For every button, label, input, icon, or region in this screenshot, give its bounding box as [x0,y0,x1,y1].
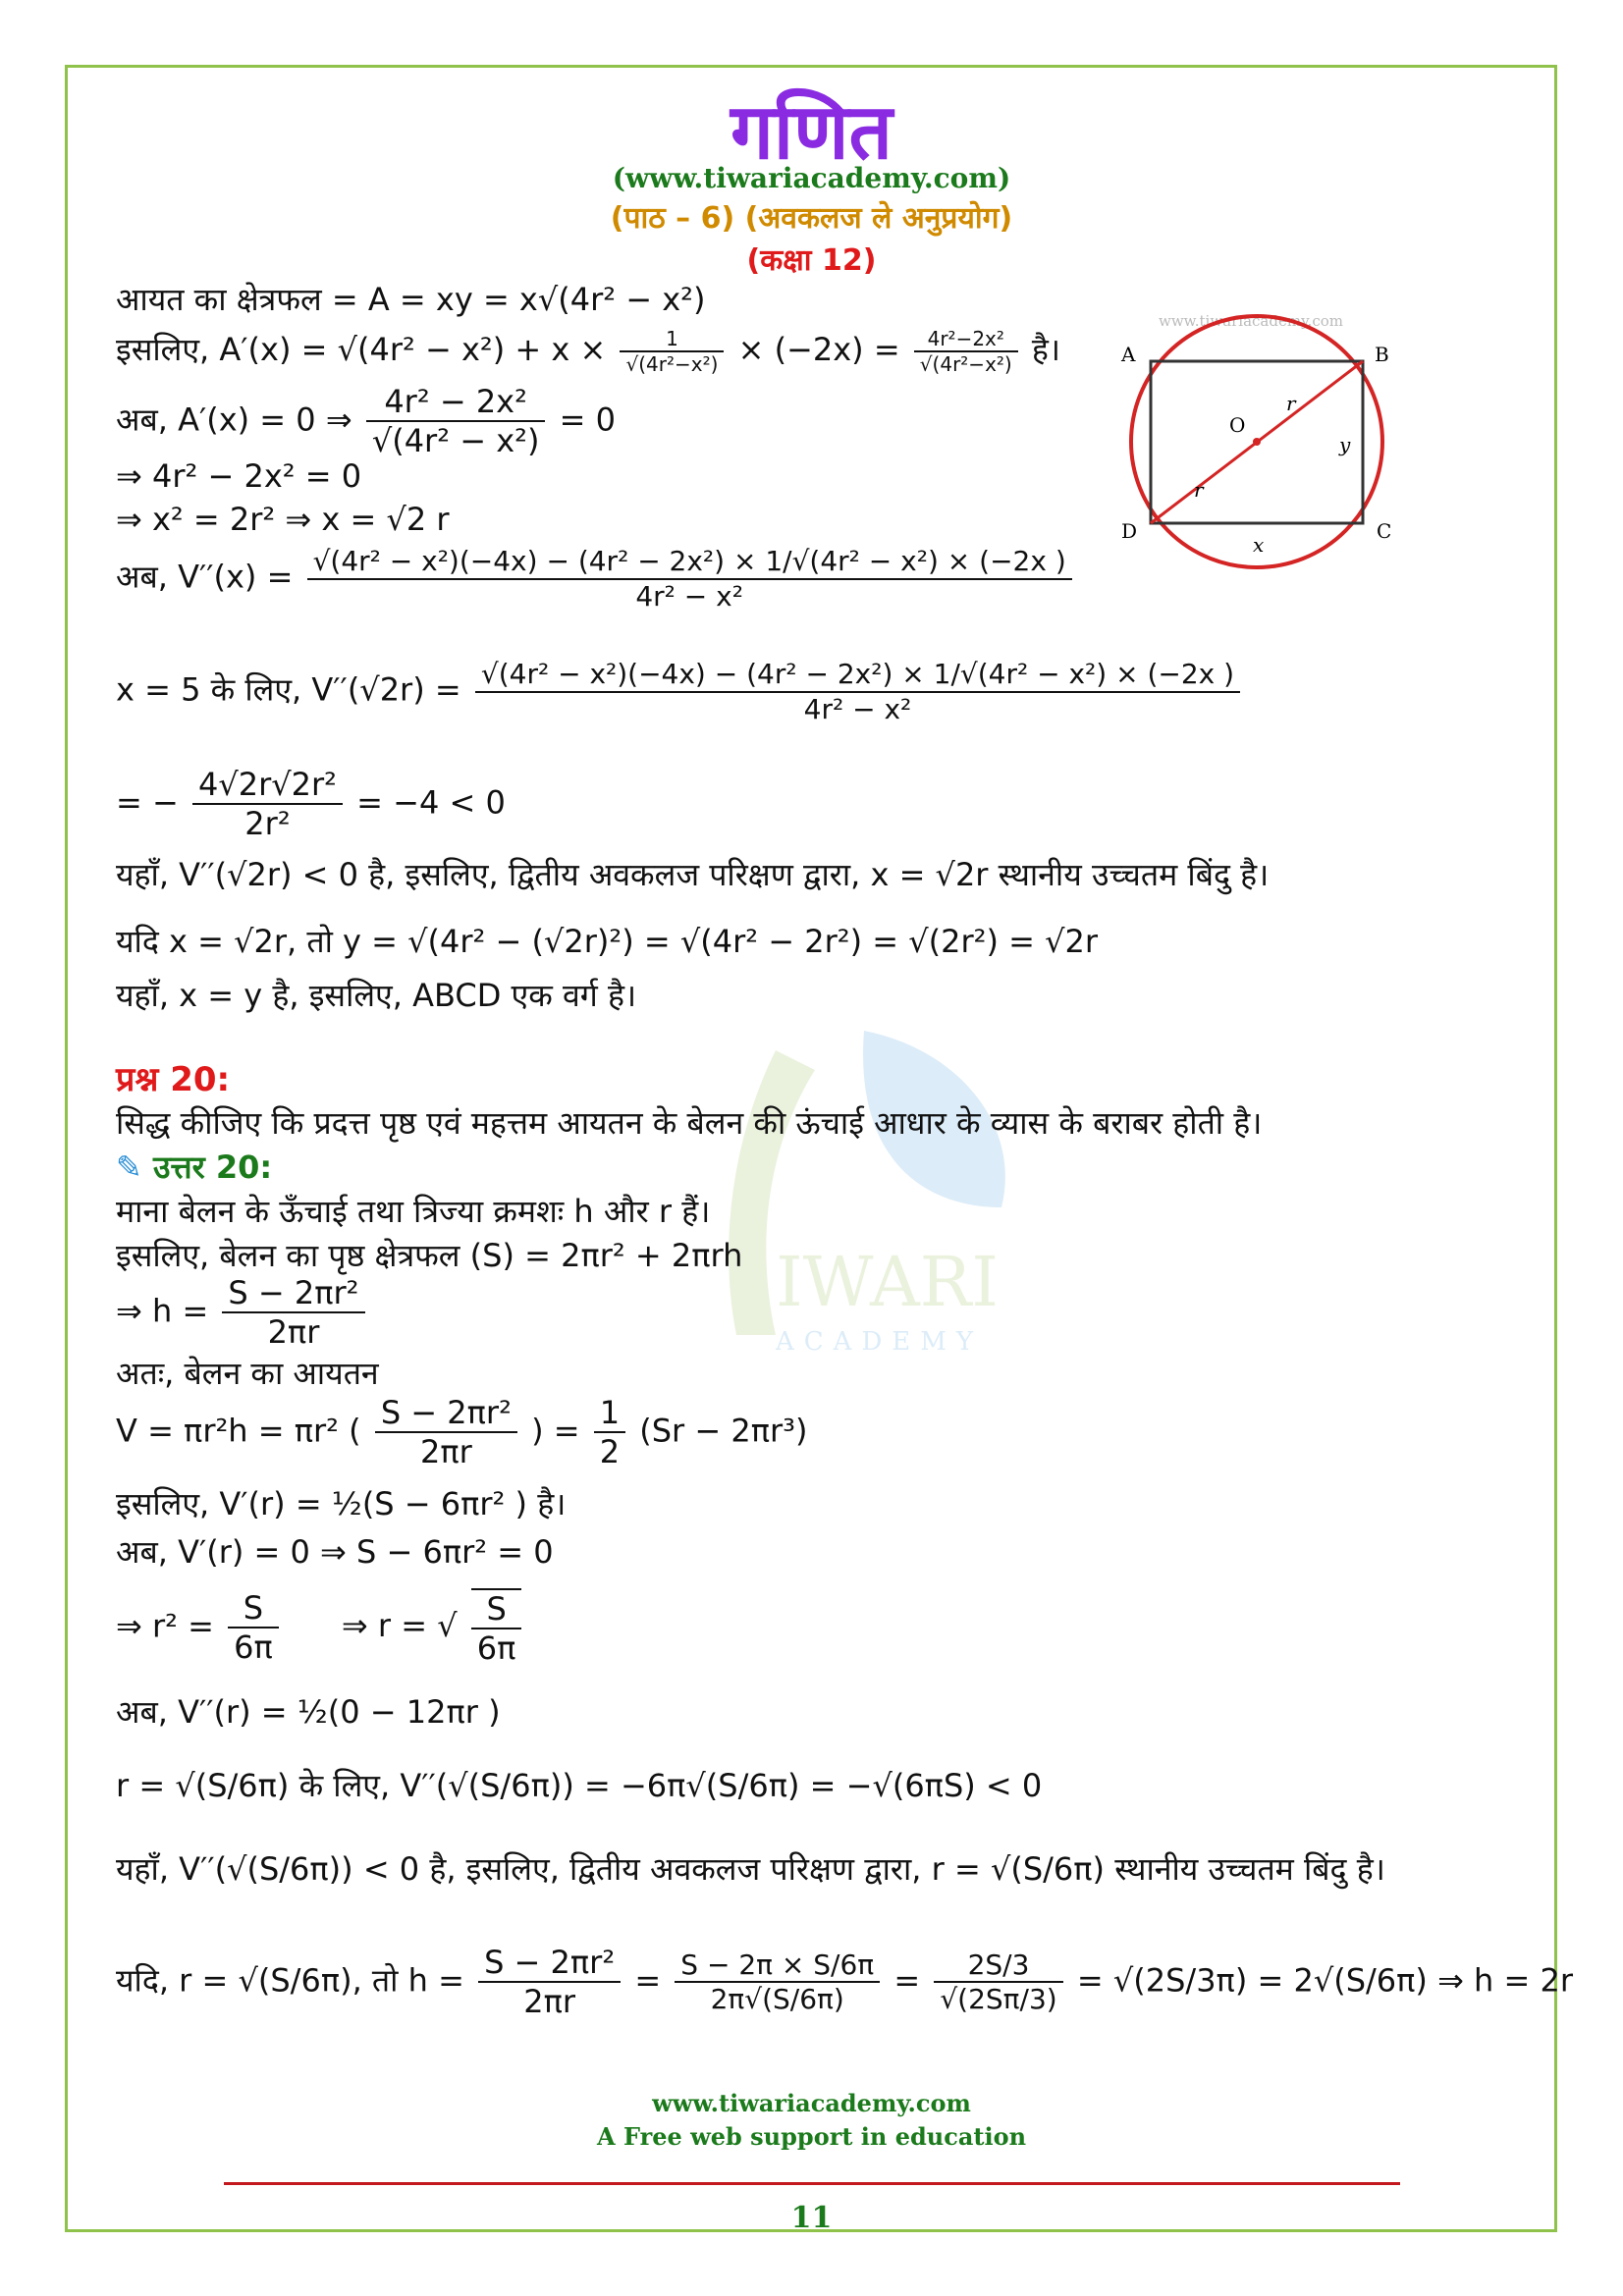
footer-site-link[interactable]: www.tiwariacademy.com [652,2089,971,2117]
footer-divider [224,2182,1400,2185]
line-critical: अब, A′(x) = 0 ⇒ $\frac{\text{4r² − 2x²}}{\text{√(4r² − x²)}}$ = 0 [116,383,616,460]
answer-line-11: यहाँ, V′′(√(S/6π)) < 0 है, इसलिए, द्वितीय अवकलज परिक्षण द्वारा, r = √(S/6π) स्थानीय उच्चतम बिंदु है। [116,1850,1385,1888]
line-second-derivative-at-point: x = 5 के लिए, V′′(√2r) = $\frac{\text{√(4r² − x²)(−4x) − (4r² − 2x²) × 1/√(4r² − x²) × (−2x )}}{\text{4r² − x²}}$ [116,658,1244,725]
pencil-icon: ✎ [116,1148,142,1186]
question-text: सिद्ध कीजिए कि प्रदत्त पृष्ठ एवं महत्तम आयतन के बेलन की ऊंचाई आधार के व्यास के बराबर होती है। [116,1104,1263,1142]
answer-line-6: इसलिए, V′(r) = ½(S − 6πr² ) है। [116,1485,567,1522]
page-number: 11 [790,2201,833,2235]
line-square: यहाँ, x = y है, इसलिए, ABCD एक वर्ग है। [116,977,637,1014]
answer-line-5: V = πr²h = πr² ( $\frac{\text{S − 2πr²}}{2\pi r}$ ) = $\frac{1}{2}$ (Sr − 2πr³) [116,1394,808,1471]
answer-line-4: अतः, बेलन का आयतन [116,1355,379,1392]
line-step-1: ⇒ 4r² − 2x² = 0 [116,457,362,495]
answer-line-2: इसलिए, बेलन का पृष्ठ क्षेत्रफल (S) = 2πr² + 2πrh [116,1237,743,1274]
header-site[interactable]: (www.tiwariacademy.com) [612,162,1011,194]
answer-line-1: माना बेलन के ऊँचाई तथा त्रिज्या क्रमशः h और r हैं। [116,1193,711,1230]
question-label: प्रश्न 20: [116,1060,231,1099]
svg-text:B: B [1375,343,1389,366]
svg-text:r: r [1194,478,1204,502]
rectangle-in-circle-diagram [1100,304,1414,599]
svg-text:A: A [1121,343,1136,366]
svg-text:C: C [1377,519,1392,543]
answer-line-12: यदि, r = √(S/6π), तो h = $\frac{\text{S − 2πr²}}{2\pi r}$ = $\frac{S - 2\pi \times S/6\pi}{2\pi√(S/6\pi)}$ = $\frac{2S/3}{√(2S\pi/3)}$ = √(2S/3π) = 2√(S/6π) ⇒ h = 2r [116,1944,1573,2021]
svg-text:IWARI: IWARI [776,1242,1000,1322]
line-derivative: इसलिए, A′(x) = √(4r² − x²) + x × $\frac{1}{\text{√(4r²−x²)}}$ × (−2x) = $\frac{\text{4r²−2x²}}{\text{√(4r²−x²)}}$ है। [116,327,1061,376]
line-area: आयत का क्षेत्रफल = A = xy = x√(4r² − x²) [116,281,706,318]
line-evaluate: = − $\frac{\text{4√2r√2r²}}{\text{2r²}}$ = −4 < 0 [116,766,506,843]
line-step-2: ⇒ x² = 2r² ⇒ x = √2 r [116,501,450,538]
answer-line-3: ⇒ h = $\frac{\text{S − 2πr²}}{2\pi r}$ [116,1274,369,1352]
page-title: गणित [730,88,893,177]
line-second-derivative: अब, V′′(x) = $\frac{\text{√(4r² − x²)(−4x) − (4r² − 2x²) × 1/√(4r² − x²) × (−2x )}}{\text{4r² − x²}}$ [116,545,1076,613]
answer-line-10: r = √(S/6π) के लिए, V′′(√(S/6π)) = −6π√(S/6π) = −√(6πS) < 0 [116,1767,1043,1804]
svg-text:www.tiwariacademy.com: www.tiwariacademy.com [1159,312,1343,330]
header-chapter: (पाठ – 6) (अवकलज ले अनुप्रयोग) [610,201,1013,236]
answer-label: ✎ उत्तर 20: [116,1148,273,1186]
svg-text:x: x [1253,533,1265,557]
answer-line-9: अब, V′′(r) = ½(0 − 12πr ) [116,1693,501,1731]
svg-text:D: D [1121,519,1138,543]
line-y-value: यदि x = √2r, तो y = √(4r² − (√2r)²) = √(4r² − 2r²) = √(2r²) = √2r [116,923,1098,960]
svg-text:y: y [1339,433,1351,456]
svg-text:ACADEMY: ACADEMY [776,1327,984,1357]
line-conclusion-max: यहाँ, V′′(√2r) < 0 है, इसलिए, द्वितीय अवकलज परिक्षण द्वारा, x = √2r स्थानीय उच्चतम बिंदु है। [116,856,1270,893]
svg-text:O: O [1229,413,1246,437]
header-class: (कक्षा 12) [746,243,877,278]
answer-line-7: अब, V′(r) = 0 ⇒ S − 6πr² = 0 [116,1533,554,1571]
answer-line-8: ⇒ r² = $\frac{S}{6\pi}$ ⇒ r = √ $\frac{S}{6\pi}$ [116,1588,525,1668]
svg-text:r: r [1286,392,1296,415]
footer-tagline: A Free web support in education [596,2122,1027,2151]
